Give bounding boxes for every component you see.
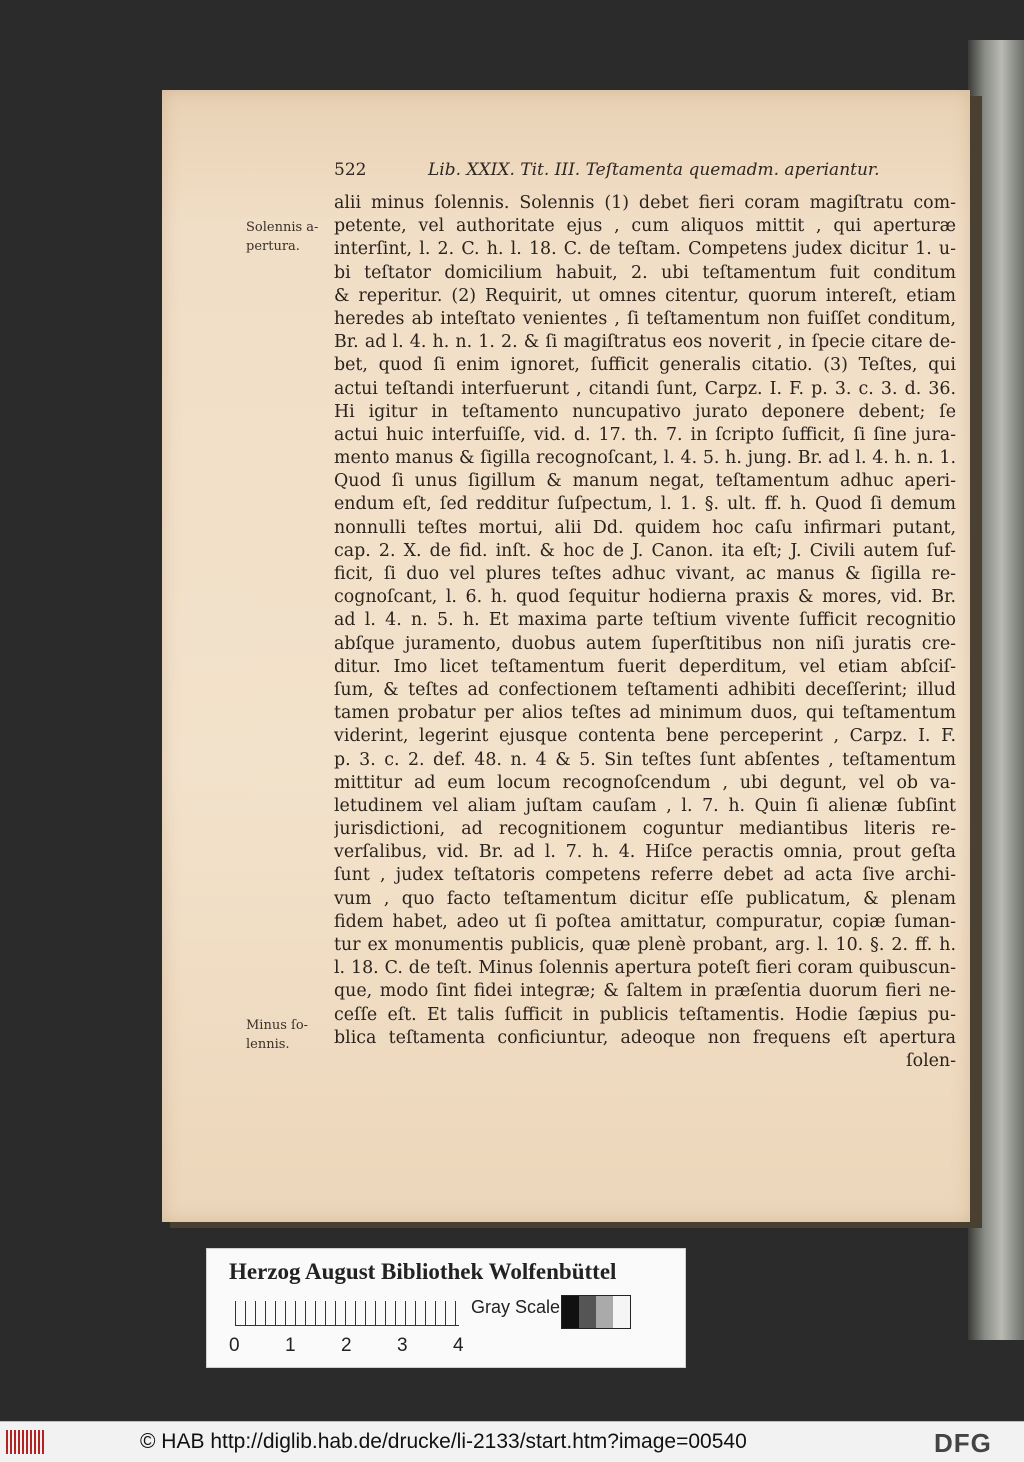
text-line: blica teſtamenta conficiuntur, adeoque non frequens eſt apertura: [334, 1027, 956, 1048]
text-line: abſque juramento, duobus autem ſuperſtitibus non niſi juratis cre-: [334, 633, 956, 654]
text-line: bi teſtator domicilium habuit, 2. ubi teſtamentum fuit conditum: [334, 262, 956, 283]
text-line: heredes ab inteſtato venientes , ſi teſtamentum non fuiſſet conditum,: [334, 308, 956, 329]
text-line: ſum, & teſtes ad confectionem teſtamenti adhibiti deceſſerint; illud: [334, 679, 956, 700]
text-line: alii minus ſolennis. Solennis (1) debet fieri coram magiſtratu com-: [334, 193, 956, 213]
text-line: petente, vel authoritate ejus , cum aliquos mittit , qui aperturæ: [334, 216, 956, 237]
text-line: Br. ad l. 4. h. n. 1. 2. & ſi magiſtratus eos noverit , in ſpecie citare de-: [334, 332, 956, 353]
body-text: [334, 192, 956, 1073]
ruler-number: 3: [397, 1335, 408, 1356]
viewer-footer: [0, 1421, 1024, 1462]
margin-note-solennis: [246, 218, 318, 256]
page-number: 522: [334, 160, 367, 180]
gray-scale-label: Gray Scale: [471, 1297, 561, 1317]
text-line: ditur. Imo licet teſtamentum fuerit deperditum, vel etiam abſciſ-: [334, 656, 956, 677]
dfg-logo: DFG: [934, 1428, 992, 1458]
text-line: verſalibus, vid. Br. ad l. 7. h. 4. Hiſce peractis omnia, prout geſta: [334, 842, 956, 863]
ruler-number: 2: [341, 1335, 352, 1356]
text-line: que, modo ſint fidei integræ; & ſaltem in præſentia duorum fieri ne-: [334, 981, 956, 1002]
gray-swatch: [562, 1296, 579, 1328]
text-line: & reperitur. (2) Requirit, ut omnes citentur, quorum intereſt, etiam: [334, 285, 956, 306]
library-name: Herzog August Bibliothek Wolfenbüttel: [229, 1259, 617, 1284]
gray-swatch: [579, 1296, 596, 1328]
margin-note-line: lennis.: [246, 1037, 290, 1052]
text-line: ſunt , judex teſtatoris competens referre debet ad acta ſive archi-: [334, 865, 956, 886]
text-line: ceſſe eſt. Et talis ſufficit in publicis teſtamentis. Hodie ſæpius pu-: [334, 1004, 956, 1025]
margin-note-line: pertura.: [246, 239, 300, 254]
hab-logo-icon: [6, 1430, 46, 1454]
library-label: [206, 1248, 686, 1368]
gray-swatch: [613, 1296, 630, 1328]
text-line: endum eſt, ſed redditur ſuſpectum, l. 1. §. ult. ff. h. Quod ſi demum: [334, 494, 956, 515]
text-line: nonnulli teſtes mortui, alii Dd. quidem hoc caſu infirmari putant,: [334, 517, 956, 538]
scale-ruler: [235, 1301, 459, 1326]
credit-url[interactable]: © HAB http://diglib.hab.de/drucke/li-2133/start.htm?image=00540: [140, 1430, 747, 1453]
text-line: bet, quod ſi enim ignoret, ſufficit generalis citatio. (3) Teſtes, qui: [334, 355, 956, 376]
text-line: fidem habet, adeo ut ſi poſtea amittatur, compuratur, copiæ ſuman-: [334, 911, 956, 932]
margin-note-line: Minus ſo-: [246, 1018, 309, 1033]
text-line: vum , quo facto teſtamentum dicitur eſſe publicatum, & plenam: [334, 888, 956, 909]
text-line: ficit, ſi duo vel plures teſtes adhuc vivant, ac manus & ſigilla re-: [334, 564, 956, 584]
text-line: ſolen-: [906, 1050, 956, 1071]
running-title: Lib. XXIX. Tit. III. Teſtamenta quemadm. aperiantur.: [428, 160, 880, 180]
text-line: tur ex monumentis publicis, quæ plenè probant, arg. l. 10. §. 2. ff. h.: [334, 935, 956, 955]
text-line: Quod ſi unus ſigillum & manum negat, teſtamentum adhuc aperi-: [334, 471, 956, 492]
margin-note-line: Solennis a-: [246, 220, 319, 235]
text-line: tamen probatur per alios teſtes ad minimum duos, qui teſtamentum: [334, 703, 956, 724]
ruler-number: 0: [229, 1335, 240, 1356]
text-line: ad l. 4. n. 5. h. Et maxima parte teſtium vivente ſufficit recognitio: [334, 610, 956, 631]
ruler-numbers: [229, 1335, 469, 1355]
text-line: Hi igitur in teſtamento nuncupativo jurato deponere debent; ſe: [334, 401, 956, 422]
text-line: l. 18. C. de teſt. Minus ſolennis apertura poteſt fieri coram quibuscun-: [334, 958, 956, 979]
text-line: letudinem vel aliam juſtam cauſam , l. 7. h. Quin ſi alienæ ſubſint: [334, 795, 956, 816]
text-line: mento manus & ſigilla recognoſcant, l. 4. 5. h. jung. Br. ad l. 4. h. n. 1.: [334, 448, 956, 469]
text-line: viderint, legerint ejusque contenta bene perceperint , Carpz. I. F.: [334, 726, 956, 747]
text-line: cognoſcant, l. 6. h. quod ſequitur hodierna praxis & mores, vid. Br.: [334, 587, 956, 608]
ruler-number: 1: [285, 1335, 296, 1356]
gray-swatch: [596, 1296, 613, 1328]
page-header: [334, 160, 954, 186]
margin-note-minus-solennis: [246, 1016, 308, 1054]
text-line: actui huic interfuiſſe, vid. d. 17. th. 7. in ſcripto ſufficit, ſi ſine jura-: [334, 424, 956, 445]
text-line: p. 3. c. 2. def. 48. n. 4 & 5. Sin teſtes ſunt abſentes , teſtamentum: [334, 749, 956, 770]
text-line: interſint, l. 2. C. h. l. 18. C. de teſtam. Competens judex dicitur 1. u-: [334, 239, 956, 260]
gray-scale-swatches: [561, 1295, 631, 1329]
text-line: actui teſtandi interfuerunt , citandi ſunt, Carpz. I. F. p. 3. c. 3. d. 36.: [334, 378, 956, 399]
ruler-number: 4: [453, 1335, 464, 1356]
text-line: cap. 2. X. de fid. inſt. & hoc de J. Canon. ita eſt; J. Civili autem ſuf-: [334, 540, 956, 561]
text-line: mittitur ad eum locum recognoſcendum , ubi degunt, vel ob va-: [334, 772, 956, 793]
text-line: jurisdictioni, ad recognitionem coguntur mediantibus literis re-: [334, 819, 956, 840]
